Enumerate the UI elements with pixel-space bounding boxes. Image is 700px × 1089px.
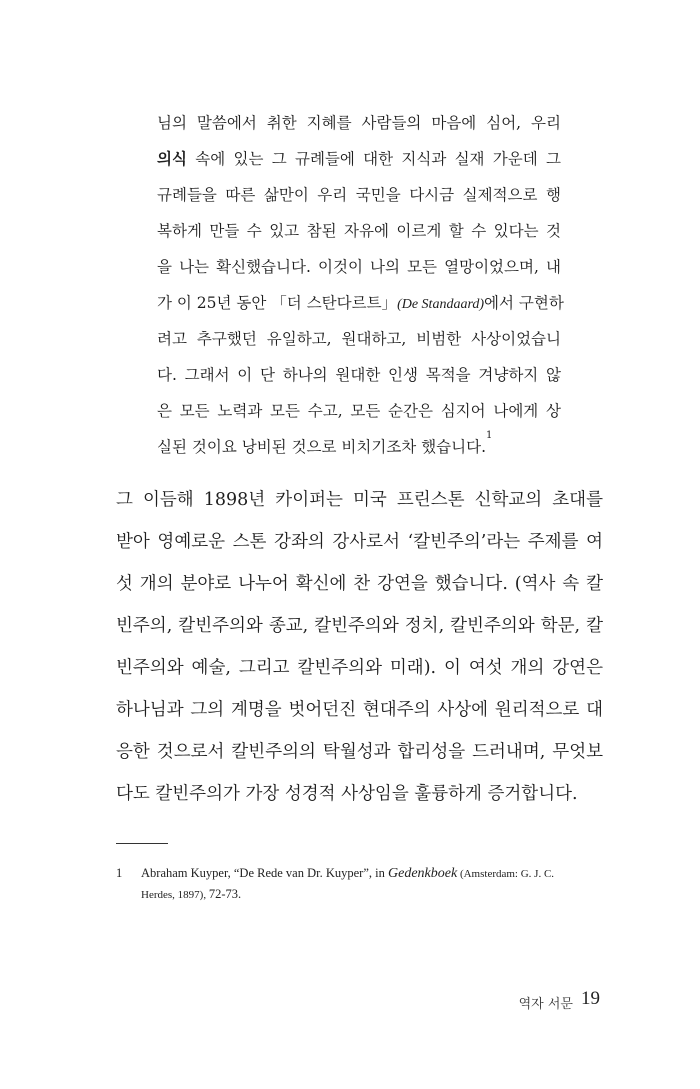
bold-word: 의식 [157,149,187,168]
body-line: 섯 개의 분야로 나누어 확신에 찬 강연을 했습니다. (역사 속 칼 [116,574,603,594]
quote-line: 실된 것이요 낭비된 것으로 비치기조차 했습니다.$^1$ [157,430,493,456]
journal-name-latin: (De Standaard) [397,297,485,312]
body-line: 그 이듬해 1898년 카이퍼는 미국 프린스톤 신학교의 초대를 [116,490,603,510]
quote-line: 려고 추구했던 유일하고, 원대하고, 비범한 사상이었습니 [157,330,561,348]
book-title: Gedenkboek [388,866,458,881]
quote-line: 가 이 25년 동안 「더 스탄다르트」(De Standaard)에서 구현하 [157,294,564,312]
footnote-line: Herdes, 1897), 72-73. [141,887,242,901]
body-line: 다도 칼빈주의가 가장 성경적 사상임을 훌륭하게 증거합니다. [116,784,578,804]
running-head: 역자 서문 [518,997,573,1012]
footnote-number: 1 [116,866,123,880]
quote-line: 님의 말씀에서 취한 지혜를 사람들의 마음에 심어, 우리 [157,114,561,132]
quote-line: 을 나는 확신했습니다. 이것이 나의 모든 열망이었으며, 내 [157,258,561,276]
body-line: 빈주의, 칼빈주의와 종교, 칼빈주의와 정치, 칼빈주의와 학문, 칼 [116,616,603,636]
footnote-line: Abraham Kuyper, “De Rede van Dr. Kuyper”, in Gedenkboek (Amsterdam: G. J. C. [141,866,555,881]
body-line: 하나님과 그의 계명을 벗어던진 현대주의 사상에 원리적으로 대 [116,700,603,720]
body-line: 빈주의와 예술, 그리고 칼빈주의와 미래). 이 여섯 개의 강연은 [116,658,603,678]
body-line: 받아 영예로운 스톤 강좌의 강사로서 ‘칼빈주의’라는 주제를 여 [116,532,603,552]
body-line: 응한 것으로서 칼빈주의의 탁월성과 합리성을 드러내며, 무엇보 [116,742,603,762]
page-number: 19 [581,988,600,1009]
quote-line: 은 모든 노력과 모든 수고, 모든 순간은 심지어 나에게 상 [157,402,561,420]
footnote-divider [116,843,168,844]
quote-line: 의식 속에 있는 그 규례들에 대한 지식과 실재 가운데 그 [157,149,561,168]
quote-line: 다. 그래서 이 단 하나의 원대한 인생 목적을 겨냥하지 않 [157,366,561,384]
quote-line: 복하게 만들 수 있고 참된 자유에 이르게 할 수 있다는 것 [157,222,561,240]
footnote-ref[interactable]: 1 [486,430,493,441]
quote-line: 규례들을 따른 삶만이 우리 국민을 다시금 실제적으로 행 [157,186,561,204]
